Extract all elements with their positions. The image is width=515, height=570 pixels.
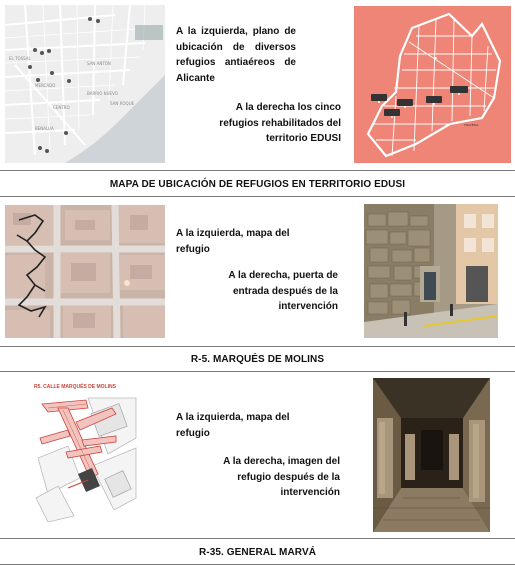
section1-right-line: territorio EDUSI: [265, 133, 341, 144]
section3-left-text: A la izquierda, mapa del refugio: [176, 412, 290, 439]
svg-text:CENTRO: CENTRO: [53, 105, 70, 110]
divider: [0, 538, 515, 539]
svg-text:BENALUA: BENALUA: [35, 126, 54, 131]
svg-text:SAN ROQUE: SAN ROQUE: [110, 101, 135, 106]
edusi-shelters-map: [354, 6, 511, 163]
divider: [0, 170, 515, 171]
divider: [0, 564, 515, 565]
section1-left-text: A la izquierda, plano de ubicación de diversos refugios antiaéreos de Alicante: [176, 26, 296, 84]
section3-right-line: intervención: [280, 487, 340, 498]
section1-caption: MAPA DE UBICACIÓN DE REFUGIOS EN TERRITORIO EDUSI: [109, 179, 406, 190]
plan-title: R5. CALLE MARQUÉS DE MOLINS: [34, 384, 116, 390]
section2-right-line: intervención: [278, 301, 338, 312]
section2-left-text: A la izquierda, mapa del refugio: [176, 228, 290, 255]
svg-text:BARRIO NUEVO: BARRIO NUEVO: [87, 91, 118, 96]
shelter-interior-photo: [373, 378, 490, 532]
section1-right-text: [176, 100, 341, 147]
shelter-entrance-photo: [364, 204, 498, 338]
section3-caption: R-35. GENERAL MARVÁ: [198, 547, 317, 558]
divider: [0, 346, 515, 347]
section1-right-line: refugios rehabilitados del: [219, 117, 341, 129]
section3-right-text: [176, 454, 340, 501]
section1-right-line: A la derecha los cinco: [235, 102, 341, 113]
section2-right-line: A la derecha, puerta de: [228, 270, 338, 281]
shelter-aerial-map: [5, 205, 165, 338]
shelter-floor-plan: [28, 378, 140, 522]
section2-right-line: entrada después de la: [232, 285, 338, 297]
section2-caption: R-5. MARQUÉS DE MOLINS: [190, 354, 325, 365]
svg-text:SAN ANTON: SAN ANTON: [87, 61, 111, 66]
city-shelter-map: [5, 5, 165, 163]
svg-text:TRAVESIA: TRAVESIA: [464, 123, 479, 127]
section3-right-line: refugio después de la: [237, 471, 340, 483]
section2-right-text: [176, 268, 338, 315]
divider: [0, 371, 515, 372]
section3-right-line: A la derecha, imagen del: [223, 456, 340, 467]
svg-text:EL TOSSAL: EL TOSSAL: [9, 56, 31, 61]
divider: [0, 196, 515, 197]
svg-text:MERCADO: MERCADO: [35, 83, 56, 88]
